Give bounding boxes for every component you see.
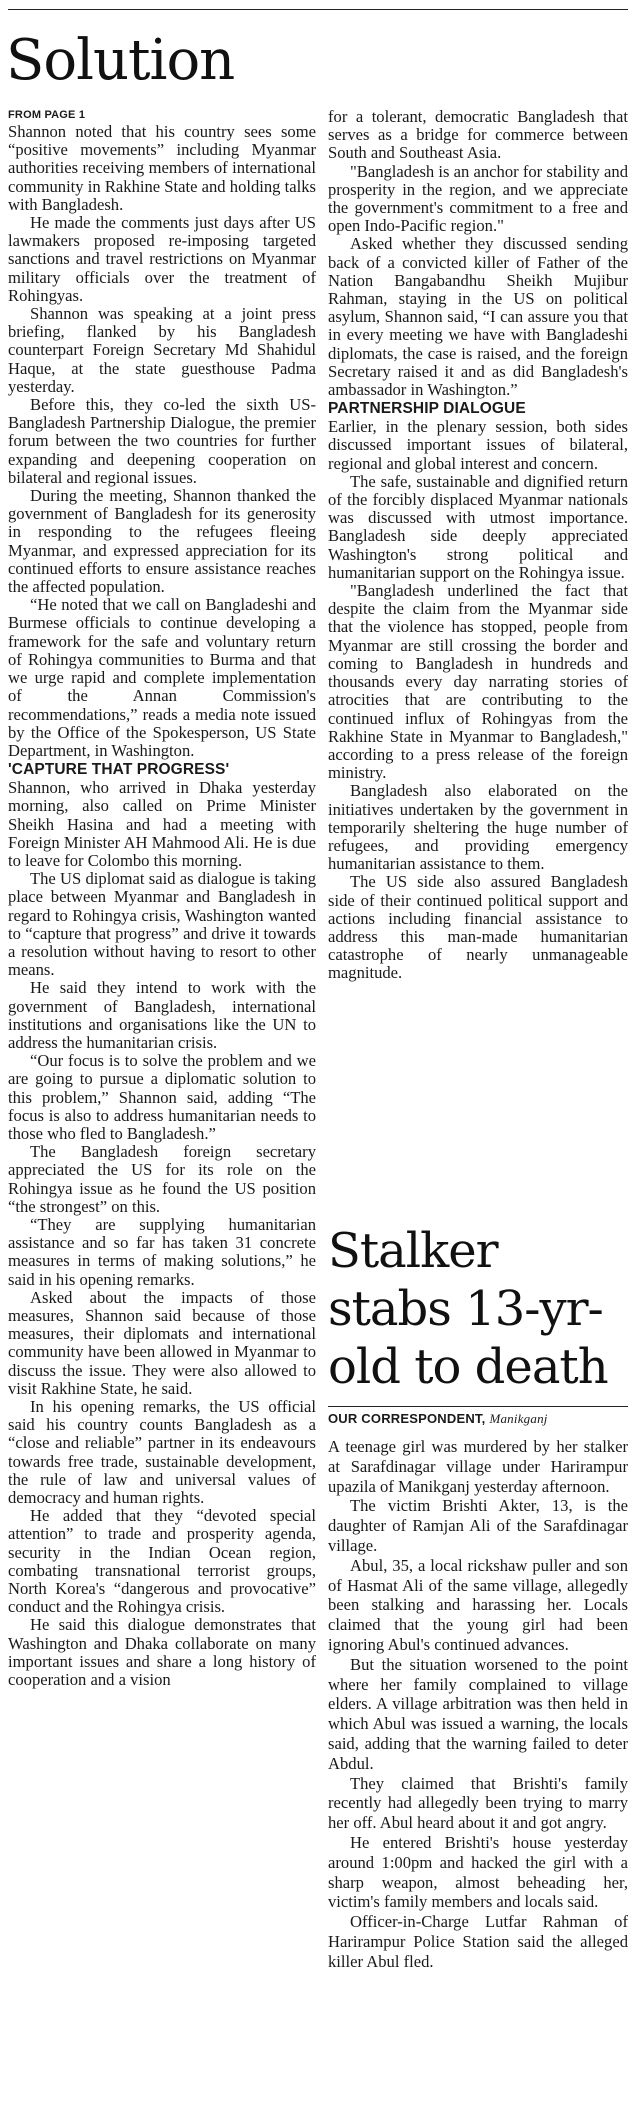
paragraph: “Our focus is to solve the problem and we are going to pursue a diplomatic solution to this problem,” Shannon said, adding “The focus is also to address humanitarian needs to those who fled to Bangladesh.” (8, 1051, 316, 1143)
paragraph: Shannon noted that his country sees some “positive movements” including Myanmar authorities receiving members of international community in Rakhine State and holding talks with Bangladesh. (8, 122, 316, 214)
paragraph: They claimed that Brishti's family recently had allegedly been trying to marry her off. Abul heard about it and got angry. (328, 1773, 628, 1833)
from-page-label: FROM PAGE 1 (8, 109, 86, 121)
paragraph: He said they intend to work with the government of Bangladesh, international institutions and organisations like the UN to address the humanitarian crisis. (8, 978, 316, 1052)
paragraph: The US diplomat said as dialogue is taking place between Myanmar and Bangladesh in regard to Rohingya crisis, Washington wanted to “capture that progress” and drive it towards a resolution without having to resort to other means. (8, 869, 316, 980)
paragraph: "Bangladesh is an anchor for stability and prosperity in the region, and we appreciate the government's commitment to a free and open Indo-Pacific region." (328, 161, 628, 236)
subhead-partnership-dialogue: PARTNERSHIP DIALOGUE (328, 400, 526, 418)
paragraph: Asked about the impacts of those measures, Shannon said because of those measures, their diplomats and international community have been allowed in Myanmar to discuss the issue. They were also allowed to visit Rakhine State, he said. (8, 1287, 316, 1398)
paragraph: But the situation worsened to the point where her family complained to village elders. A village arbitration was then held in which Abul was issued a warning, the locals said, adding that the warning failed to deter Abdul. (328, 1654, 628, 1773)
story1-right-column (328, 108, 628, 983)
paragraph: Earlier, in the plenary session, both sides discussed important issues of bilateral, regional and global interest and concern. (328, 417, 628, 473)
paragraph: Abul, 35, a local rickshaw puller and son of Hasmat Ali of the same village, allegedly been stalking and harassing her. Locals claimed that the young girl had been ignoring Abul's continued advances. (328, 1555, 628, 1654)
paragraph: The safe, sustainable and dignified return of the forcibly displaced Myanmar nationals was discussed with utmost importance. Bangladesh side deeply appreciated Washington's strong political and humanitarian support on the Rohingya issue. (328, 471, 628, 582)
paragraph: Shannon was speaking at a joint press briefing, flanked by his Bangladesh counterpart Foreign Secretary Md Shahidul Haque, at the state guesthouse Padma yesterday. (8, 304, 316, 396)
headline-stalker-stabs: Stalker stabs 13-yr-old to death (328, 1223, 608, 1395)
paragraph: He entered Brishti's house yesterday around 1:00pm and hacked the girl with a sharp weapon, almost beheading her, victim's family members and locals said. (328, 1832, 628, 1912)
story2 (328, 1222, 628, 1972)
byline (328, 1411, 628, 1427)
byline-author: OUR CORRESPONDENT, (328, 1411, 486, 1426)
paragraph: Before this, they co-led the sixth US-Bangladesh Partnership Dialogue, the premier forum between the two countries for further expanding and deepening cooperation on bilateral and regional issues. (8, 395, 316, 487)
paragraph: In his opening remarks, the US official said his country counts Bangladesh as a “close and reliable” partner in its endeavours towards free trade, sustainable development, the rule of law and universal values of democracy and human rights. (8, 1397, 316, 1508)
byline-rule (328, 1406, 628, 1407)
paragraph: “He noted that we call on Bangladeshi and Burmese officials to continue developing a framework for the safe and voluntary return of Rohingya communities to Burma and that we urge rapid and complete implementation of the Annan Commission's recommendations,” reads a media note issued by the Office of the Spokesperson, US State Department, in Washington. (8, 595, 316, 760)
paragraph: “They are supplying humanitarian assistance and so far has taken 31 concrete measures in terms of making solutions,” he said in his opening remarks. (8, 1214, 316, 1289)
headline-solution: Solution (6, 28, 235, 93)
paragraph: for a tolerant, democratic Bangladesh that serves as a bridge for commerce between South and Southeast Asia. (328, 107, 628, 163)
paragraph: The Bangladesh foreign secretary appreciated the US for its role on the Rohingya issue as he found the US position “the strongest” on this. (8, 1142, 316, 1216)
paragraph: Shannon, who arrived in Dhaka yesterday morning, also called on Prime Minister Sheikh Hasina and had a meeting with Foreign Minister AH Mahmood Ali. He is due to leave for Colombo this morning. (8, 778, 316, 870)
paragraph: Bangladesh also elaborated on the initiatives undertaken by the government in temporarily sheltering the huge number of refugees, and providing emergency humanitarian assistance to them. (328, 781, 628, 874)
paragraph: Asked whether they discussed sending back of a convicted killer of Father of the Nation Bangabandhu Sheikh Mujibur Rahman, staying in the US on political asylum, Shannon said, “I can assure you that in every meeting we have with Bangladeshi diplomats, the case is raised, and the foreign Secretary raised it and as did Bangladesh's ambassador in Washington.” (328, 234, 628, 400)
paragraph: During the meeting, Shannon thanked the government of Bangladesh for its generosity in responding to the refugees fleeing Myanmar, and expressed appreciation for its continued efforts to ensure assistance reaches the affected population. (8, 486, 316, 597)
top-rule (8, 9, 628, 10)
paragraph: He said this dialogue demonstrates that Washington and Dhaka collaborate on many important issues and share a long history of cooperation and a vision (8, 1615, 316, 1690)
paragraph: He added that they “devoted special attention” to trade and prosperity agenda, security in the Indian Ocean region, combating transnational terrorist groups, North Korea's “dangerous and provocative” conduct and the Rohingya crisis. (8, 1506, 316, 1617)
subhead-capture-that-progress: 'CAPTURE THAT PROGRESS' (8, 761, 230, 779)
paragraph: Officer-in-Charge Lutfar Rahman of Harirampur Police Station said the alleged killer Abul fled. (328, 1912, 628, 1971)
paragraph: The US side also assured Bangladesh side of their continued political support and actions including financial assistance to address this man-made humanitarian catastrophe of nearly unmanageable magnitude. (328, 872, 628, 983)
paragraph: The victim Brishti Akter, 13, is the daughter of Ramjan Ali of the Sarafdinagar village. (328, 1496, 628, 1555)
paragraph: He made the comments just days after US lawmakers proposed re-imposing targeted sanctions and travel restrictions on Myanmar military officials over the treatment of Rohingyas. (8, 213, 316, 305)
byline-location: Manikganj (489, 1411, 548, 1426)
story2-body (328, 1437, 628, 1972)
paragraph: A teenage girl was murdered by her stalker at Sarafdinagar village under Harirampur upazila of Manikganj yesterday afternoon. (328, 1437, 628, 1496)
paragraph: "Bangladesh underlined the fact that despite the claim from the Myanmar side that the violence has stopped, people from Myanmar are still crossing the border and coming to Bangladesh in hundreds and thousands every day narrating stories of atrocities that are contributing to the continued influx of Rohingyas from the Rakhine State in Myanmar to Bangladesh," according to a press release of the foreign ministry. (328, 581, 628, 783)
story1-left-column (8, 108, 316, 1689)
